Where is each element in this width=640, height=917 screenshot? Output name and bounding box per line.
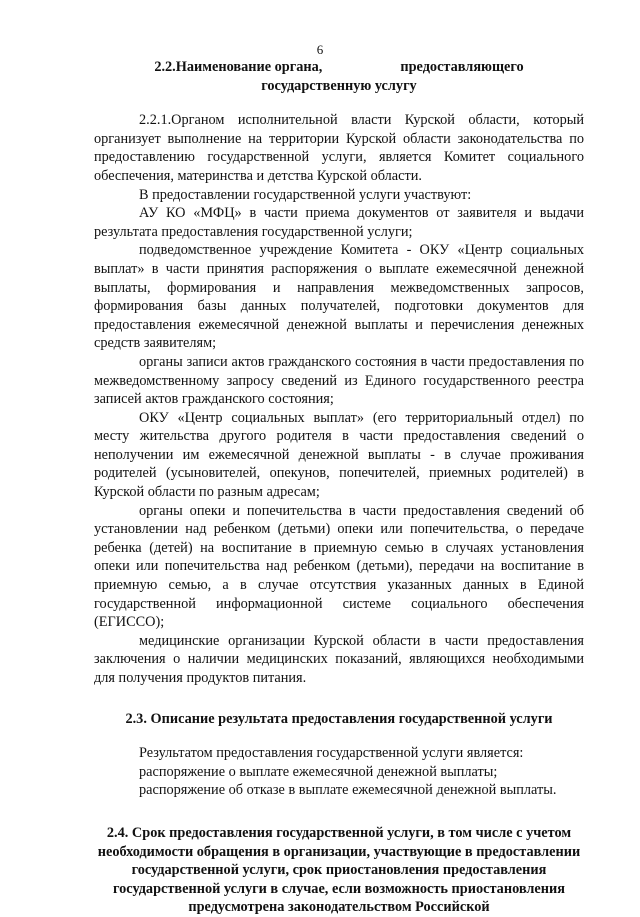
paragraph-result-payment: распоряжение о выплате ежемесячной денежной выплаты; — [139, 763, 498, 780]
paragraph-mfc: АУ КО «МФЦ» в части приема документов от заявителя и выдачи результата предоставления государственной услуги; — [94, 205, 584, 240]
paragraph-result-refusal: распоряжение об отказе в выплате ежемесячной денежной выплаты. — [139, 782, 557, 799]
section-2-2-heading-part-b: предоставляющего — [400, 59, 524, 75]
paragraph-result-intro: Результатом предоставления государственной услуги является: — [139, 745, 524, 762]
paragraph-guardianship: органы опеки и попечительства в части предоставления сведений об установлении над ребенком (детьми) опеки или попечительства, о передаче ребенка (детей) на воспитание в приемную семью в случаях установления опеки или попечительства над ребенком (детьми), передачи на воспитание в приемную семью, а в случае отсутствия указанных данных в Единой государственной информационной системе социального обеспечения (ЕГИССО); — [94, 502, 584, 631]
section-2-2-heading-line-2: государственную услугу — [261, 77, 417, 94]
page-number: 6 — [316, 42, 324, 57]
paragraph-oku-territorial: ОКУ «Центр социальных выплат» (его территориальный отдел) по месту жительства другого родителя в части предоставления сведений о неполучении им ежемесячной денежной выплаты - в случае проживания родителей (усыновителей, опекунов, попечителей, приемных родителей) в Курской области по разным адресам; — [94, 409, 584, 501]
paragraph-oku-center: подведомственное учреждение Комитета - ОКУ «Центр социальных выплат» в части принятия распоряжения о выплате ежемесячной денежной выплаты, формирования и направления межведомственных запросов, формирования базы данных получателей, подготовки документов для предоставления ежемесячной денежной выплаты и перечисления денежных средств заявителям; — [94, 242, 584, 352]
paragraph-zags: органы записи актов гражданского состояния в части предоставления по межведомственному запросу сведений из Единого государственного реестра записей актов гражданского состояния; — [94, 353, 584, 408]
section-2-4-heading: 2.4. Срок предоставления государственной услуги, в том числе с учетом необходимости обращения в организации, участвующие в предоставлении государственной услуги, срок приостановления предоставления государственной услуги в случае, если возможность приостановления предусмотрена законодательством Российской — [97, 824, 581, 916]
section-2-3-heading: 2.3. Описание результата предоставления государственной услуги — [125, 710, 553, 727]
section-2-2-heading — [94, 58, 584, 95]
paragraph-medical: медицинские организации Курской области в части предоставления заключения о наличии медицинских показаний, являющихся необходимыми для получения продуктов питания. — [94, 632, 584, 686]
paragraph-2-2-1: 2.2.1.Органом исполнительной власти Курской области, который организует выполнение на территории Курской области законодательства по предоставлению государственной услуги, является Комитет социального обеспечения, материнства и детства Курской области. — [94, 112, 584, 184]
section-2-2-heading-part-a: 2.2.Наименование органа, — [154, 59, 323, 75]
document-body — [94, 58, 584, 917]
paragraph-participants-intro: В предоставлении государственной услуги участвуют: — [139, 186, 472, 203]
